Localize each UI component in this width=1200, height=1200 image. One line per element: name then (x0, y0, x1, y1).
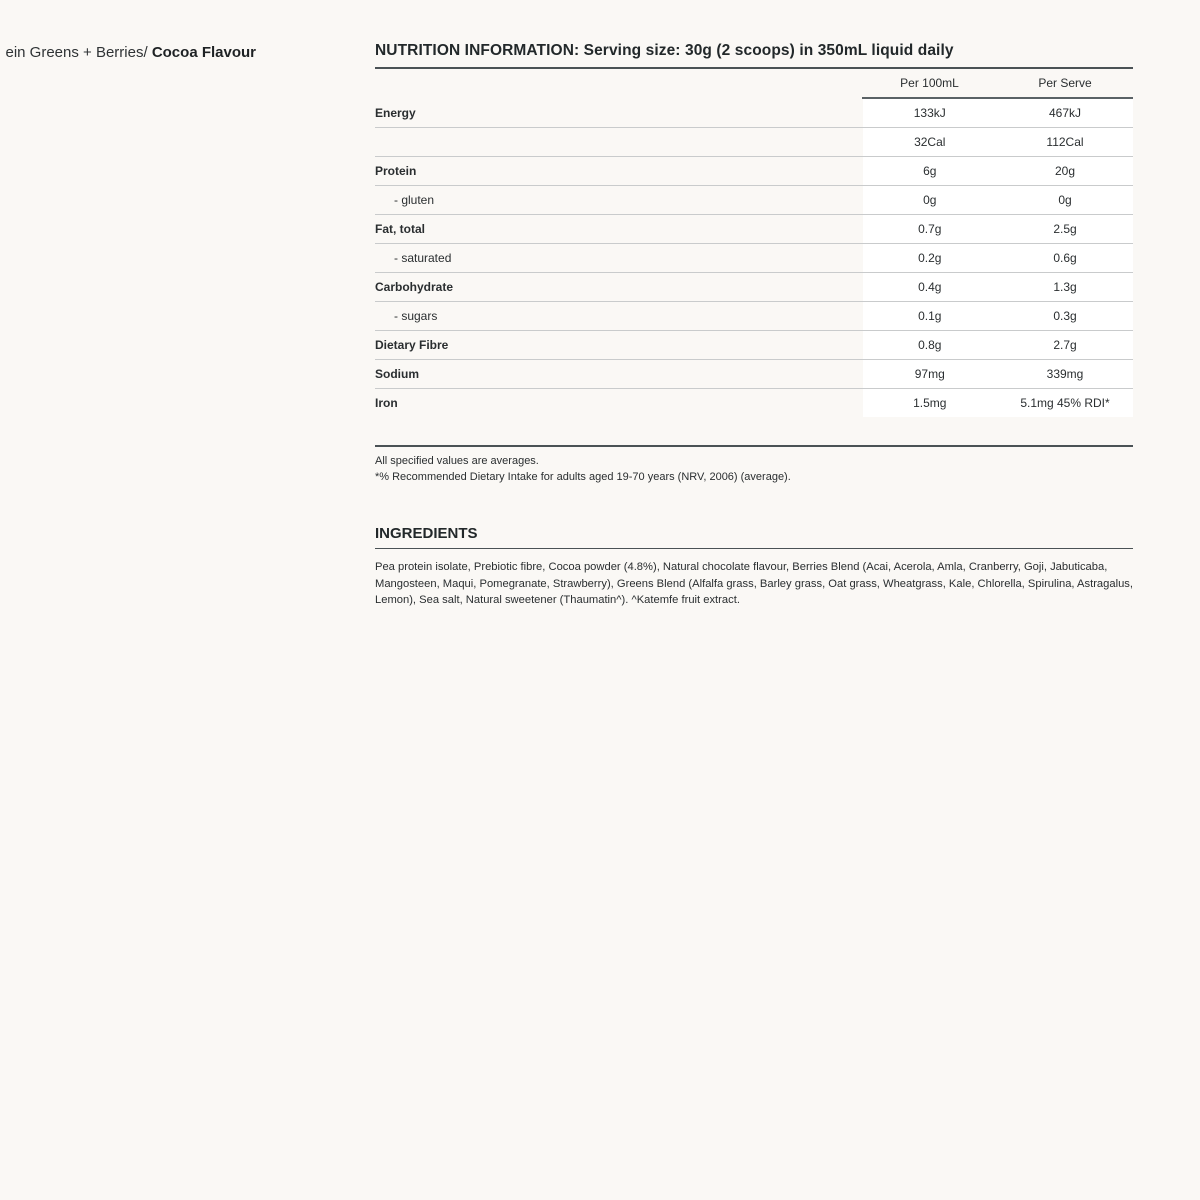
ingredients-title: INGREDIENTS (375, 525, 1133, 549)
table-row (375, 186, 1133, 215)
value-per-serve: 0.6g (997, 244, 1133, 273)
product-flavour: Cocoa Flavour (151, 44, 256, 61)
value-per-serve: 0g (997, 186, 1133, 215)
nutrition-table (375, 69, 1133, 417)
row-label: - saturated (375, 244, 862, 273)
table-row (375, 389, 1133, 418)
table-row (375, 98, 1133, 128)
value-per-100ml: 133kJ (862, 98, 997, 128)
table-row (375, 215, 1133, 244)
row-label: Iron (375, 396, 398, 410)
row-label: Energy (375, 98, 862, 128)
table-row (375, 157, 1133, 186)
value-per-100ml: 32Cal (862, 128, 997, 157)
value-per-100ml: 0.4g (862, 273, 997, 302)
value-per-100ml: 0g (862, 186, 997, 215)
row-label: Protein (375, 157, 862, 186)
value-per-serve: 339mg (997, 360, 1133, 389)
value-per-serve: 20g (997, 157, 1133, 186)
value-per-serve: 0.3g (997, 302, 1133, 331)
value-per-100ml: 1.5mg (862, 389, 997, 418)
value-per-100ml: 0.2g (862, 244, 997, 273)
row-label: Fat, total (375, 215, 862, 244)
value-per-100ml: 6g (862, 157, 997, 186)
value-per-serve: 467kJ (997, 98, 1133, 128)
value-per-serve: 2.7g (997, 331, 1133, 360)
product-name: ein Greens + Berries/ (5, 44, 152, 61)
value-per-100ml: 0.8g (862, 331, 997, 360)
product-title (5, 44, 256, 61)
value-per-serve: 1.3g (997, 273, 1133, 302)
row-label (375, 128, 862, 157)
footnote-rdi: *% Recommended Dietary Intake for adults aged 19-70 years (NRV, 2006) (average). (375, 471, 791, 483)
row-label: Sodium (375, 360, 862, 389)
column-header-per-serve: Per Serve (997, 69, 1133, 98)
column-header-per-100ml: Per 100mL (862, 69, 997, 98)
value-per-serve: 5.1mg 45% RDI* (997, 389, 1133, 418)
table-header-row (375, 69, 1133, 98)
row-label: - gluten (375, 186, 862, 215)
nutrition-panel (375, 40, 1133, 609)
value-per-100ml: 0.7g (862, 215, 997, 244)
value-per-100ml: 97mg (862, 360, 997, 389)
footnote-averages: All specified values are averages. (375, 455, 539, 467)
header-spacer (375, 69, 862, 98)
row-label: - sugars (375, 302, 862, 331)
footnotes (375, 445, 1133, 485)
table-row (375, 360, 1133, 389)
nutrition-title: NUTRITION INFORMATION: Serving size: 30g (2 scoops) in 350mL liquid daily (375, 42, 1133, 69)
table-row (375, 273, 1133, 302)
value-per-100ml: 0.1g (862, 302, 997, 331)
table-row (375, 244, 1133, 273)
table-row (375, 302, 1133, 331)
table-row (375, 128, 1133, 157)
value-per-serve: 112Cal (997, 128, 1133, 157)
ingredients-text: Pea protein isolate, Prebiotic fibre, Cocoa powder (4.8%), Natural chocolate flavour, Berries Blend (Acai, Acerola, Amla, Cranberry, Goji, Jabuticaba, Mangosteen, Maqui, Pomegranate, Strawberry), Greens Blend (Alfalfa grass, Barley grass, Oat grass, Wheatgrass, Kale, Chlorella, Spirulina, Astragalus, Lemon), Sea salt, Natural sweetener (Thaumatin^). ^Katemfe fruit extract. (375, 561, 1133, 606)
row-label: Dietary Fibre (375, 331, 862, 360)
table-row (375, 331, 1133, 360)
row-label: Carbohydrate (375, 273, 862, 302)
value-per-serve: 2.5g (997, 215, 1133, 244)
